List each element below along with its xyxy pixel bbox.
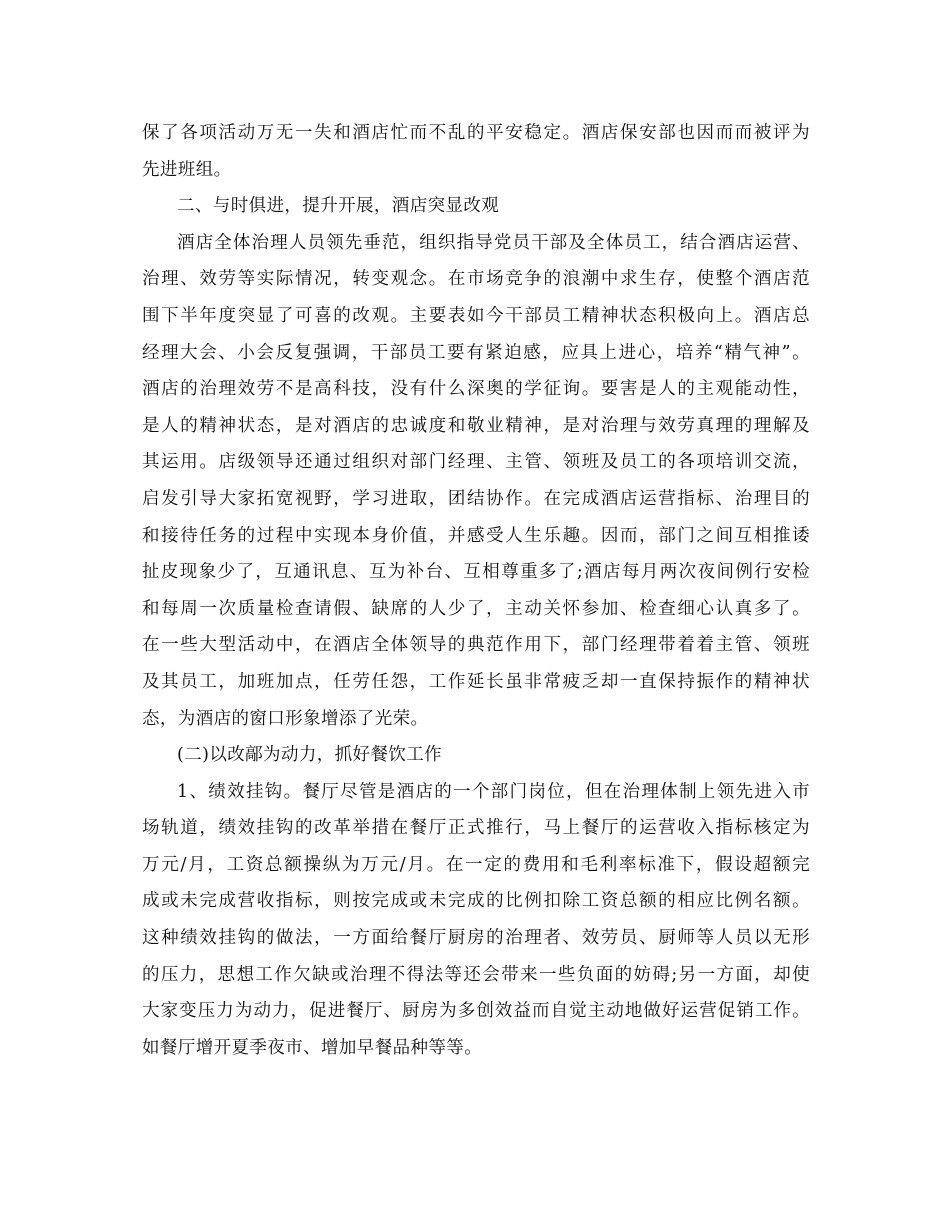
text-line: 万元/月，工资总额操纵为万元/月。在一定的费用和毛利率标准下，假设超额完 [142, 854, 810, 875]
text-line: 这种绩效挂钩的做法，一方面给餐厅厨房的治理者、效劳员、厨师等人员以无形 [142, 928, 810, 949]
document-body [142, 115, 810, 1066]
section-heading: 二、与时俱进，提升开展，酒店突显改观 [177, 196, 500, 217]
text-line: 保了各项活动万无一失和酒店忙而不乱的平安稳定。酒店保安部也因而而被评为 [142, 123, 810, 143]
text-line: 大家变压力为动力，促进餐厅、厨房为多创效益而自觉主动地做好运营促销工作。 [142, 1001, 810, 1022]
text-line: 的压力，思想工作欠缺或治理不得法等还会带来一些负面的妨碍;另一方面，却使 [142, 964, 810, 985]
text-line: 经理大会、小会反复强调，干部员工要有紧迫感，应具上进心，培养“精气神”。 [142, 342, 810, 363]
text-line: 围下半年度突显了可喜的改观。主要表如今干部员工精神状态积极向上。酒店总 [142, 305, 810, 326]
text-line: 启发引导大家拓宽视野，学习进取，团结协作。在完成酒店运营指标、治理目的 [142, 488, 810, 509]
text-line: 在一些大型活动中，在酒店全体领导的典范作用下，部门经理带着着主管、领班 [142, 635, 810, 656]
text-line: 和接待任务的过程中实现本身价值，并感受人生乐趣。因而，部门之间互相推诿 [142, 525, 810, 546]
text-line: 酒店的治理效劳不是高科技，没有什么深奥的学征询。要害是人的主观能动性， [142, 379, 810, 400]
text-line: 其运用。店级领导还通过组织对部门经理、主管、领班及员工的各项培训交流， [142, 452, 810, 473]
text-line: 先进班组。 [142, 159, 232, 180]
text-line: 扯皮现象少了，互通讯息、互为补台、互相尊重多了;酒店每月两次夜间例行安检 [142, 562, 810, 583]
text-line: 酒店全体治理人员领先垂范，组织指导党员干部及全体员工，结合酒店运营、 [177, 232, 810, 253]
text-line: 1、绩效挂钩。餐厅尽管是酒店的一个部门岗位，但在治理体制上领先进入市 [177, 781, 810, 802]
text-line: 治理、效劳等实际情况，转变观念。在市场竞争的浪潮中求生存，使整个酒店范 [142, 269, 810, 290]
text-line: 及其员工，加班加点，任劳任怨，工作延长虽非常疲乏却一直保持振作的精神状 [142, 671, 810, 692]
text-line: 如餐厅增开夏季夜市、增加早餐品种等等。 [142, 1037, 483, 1058]
text-line: 态，为酒店的窗口形象增添了光荣。 [142, 708, 429, 729]
text-line: 成或未完成营收指标，则按完成或未完成的比例扣除工资总额的相应比例名额。 [142, 891, 810, 912]
text-line: 和每周一次质量检查请假、缺席的人少了，主动关怀参加、检查细心认真多了。 [142, 598, 810, 619]
section-heading: (二)以改鄗为动力，抓好餐饮工作 [177, 745, 443, 766]
text-line: 是人的精神状态，是对酒店的忠诚度和敬业精神，是对治理与效劳真理的理解及 [142, 415, 810, 436]
text-line: 场轨道，绩效挂钩的改革举措在餐厅正式推行，马上餐厅的运营收入指标核定为 [142, 818, 810, 839]
